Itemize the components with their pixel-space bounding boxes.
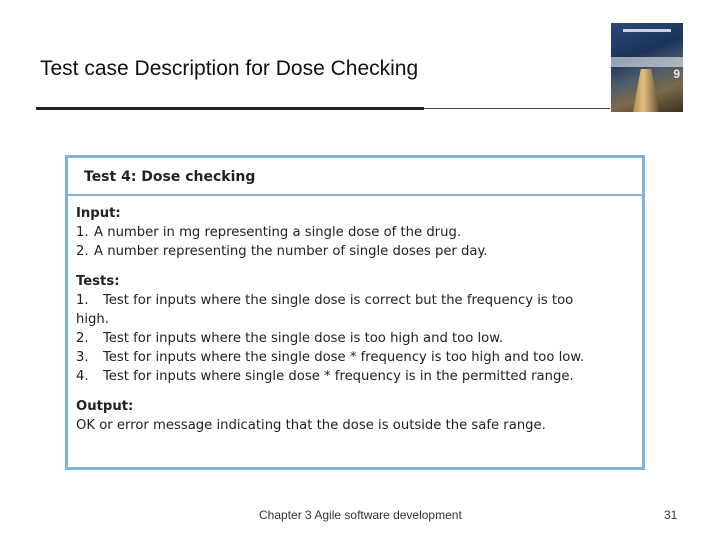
input-item-text: A number representing the number of single doses per day. (94, 244, 488, 259)
test-item-number: 3. (76, 350, 89, 365)
output-text: OK or error message indicating that the dose is outside the safe range. (76, 418, 546, 433)
footer-chapter: Chapter 3 Agile software development (259, 508, 462, 522)
title-underline-thin (424, 108, 610, 109)
book-cover-icon (611, 23, 683, 112)
test-item-number: 2. (76, 331, 89, 346)
tests-label: Tests: (76, 274, 120, 289)
input-label: Input: (76, 206, 121, 221)
input-item-number: 2. (76, 244, 89, 259)
test-item (76, 348, 642, 367)
input-item-text: A number in mg representing a single dose of the drug. (94, 225, 462, 240)
test-item-text: Test for inputs where the single dose * frequency is too high and too low. (103, 350, 585, 365)
cover-title-strip (611, 57, 683, 67)
input-item (76, 223, 642, 242)
cover-tower-image (633, 69, 659, 112)
slide-title: Test case Description for Dose Checking (40, 57, 419, 80)
test-item (76, 329, 642, 348)
input-item-number: 1. (76, 225, 89, 240)
test-item-text: Test for inputs where the single dose is correct but the frequency is too (103, 293, 574, 308)
test-item-number: 1. (76, 293, 89, 308)
cover-edition-number: 9 (673, 67, 680, 81)
test-item-continuation: high. (76, 312, 109, 327)
test-case-body (68, 196, 642, 435)
output-label: Output: (76, 399, 134, 414)
test-item-text: Test for inputs where the single dose is too high and too low. (103, 331, 504, 346)
test-case-heading: Test 4: Dose checking (68, 158, 642, 196)
cover-title-bar (623, 29, 671, 32)
test-item-number: 4. (76, 369, 89, 384)
test-case-box (65, 155, 645, 470)
footer-page-number: 31 (664, 508, 678, 522)
test-item (76, 367, 642, 386)
test-item-text: Test for inputs where single dose * frequency is in the permitted range. (103, 369, 574, 384)
input-item (76, 242, 642, 261)
test-item (76, 291, 642, 310)
title-underline (36, 107, 424, 110)
